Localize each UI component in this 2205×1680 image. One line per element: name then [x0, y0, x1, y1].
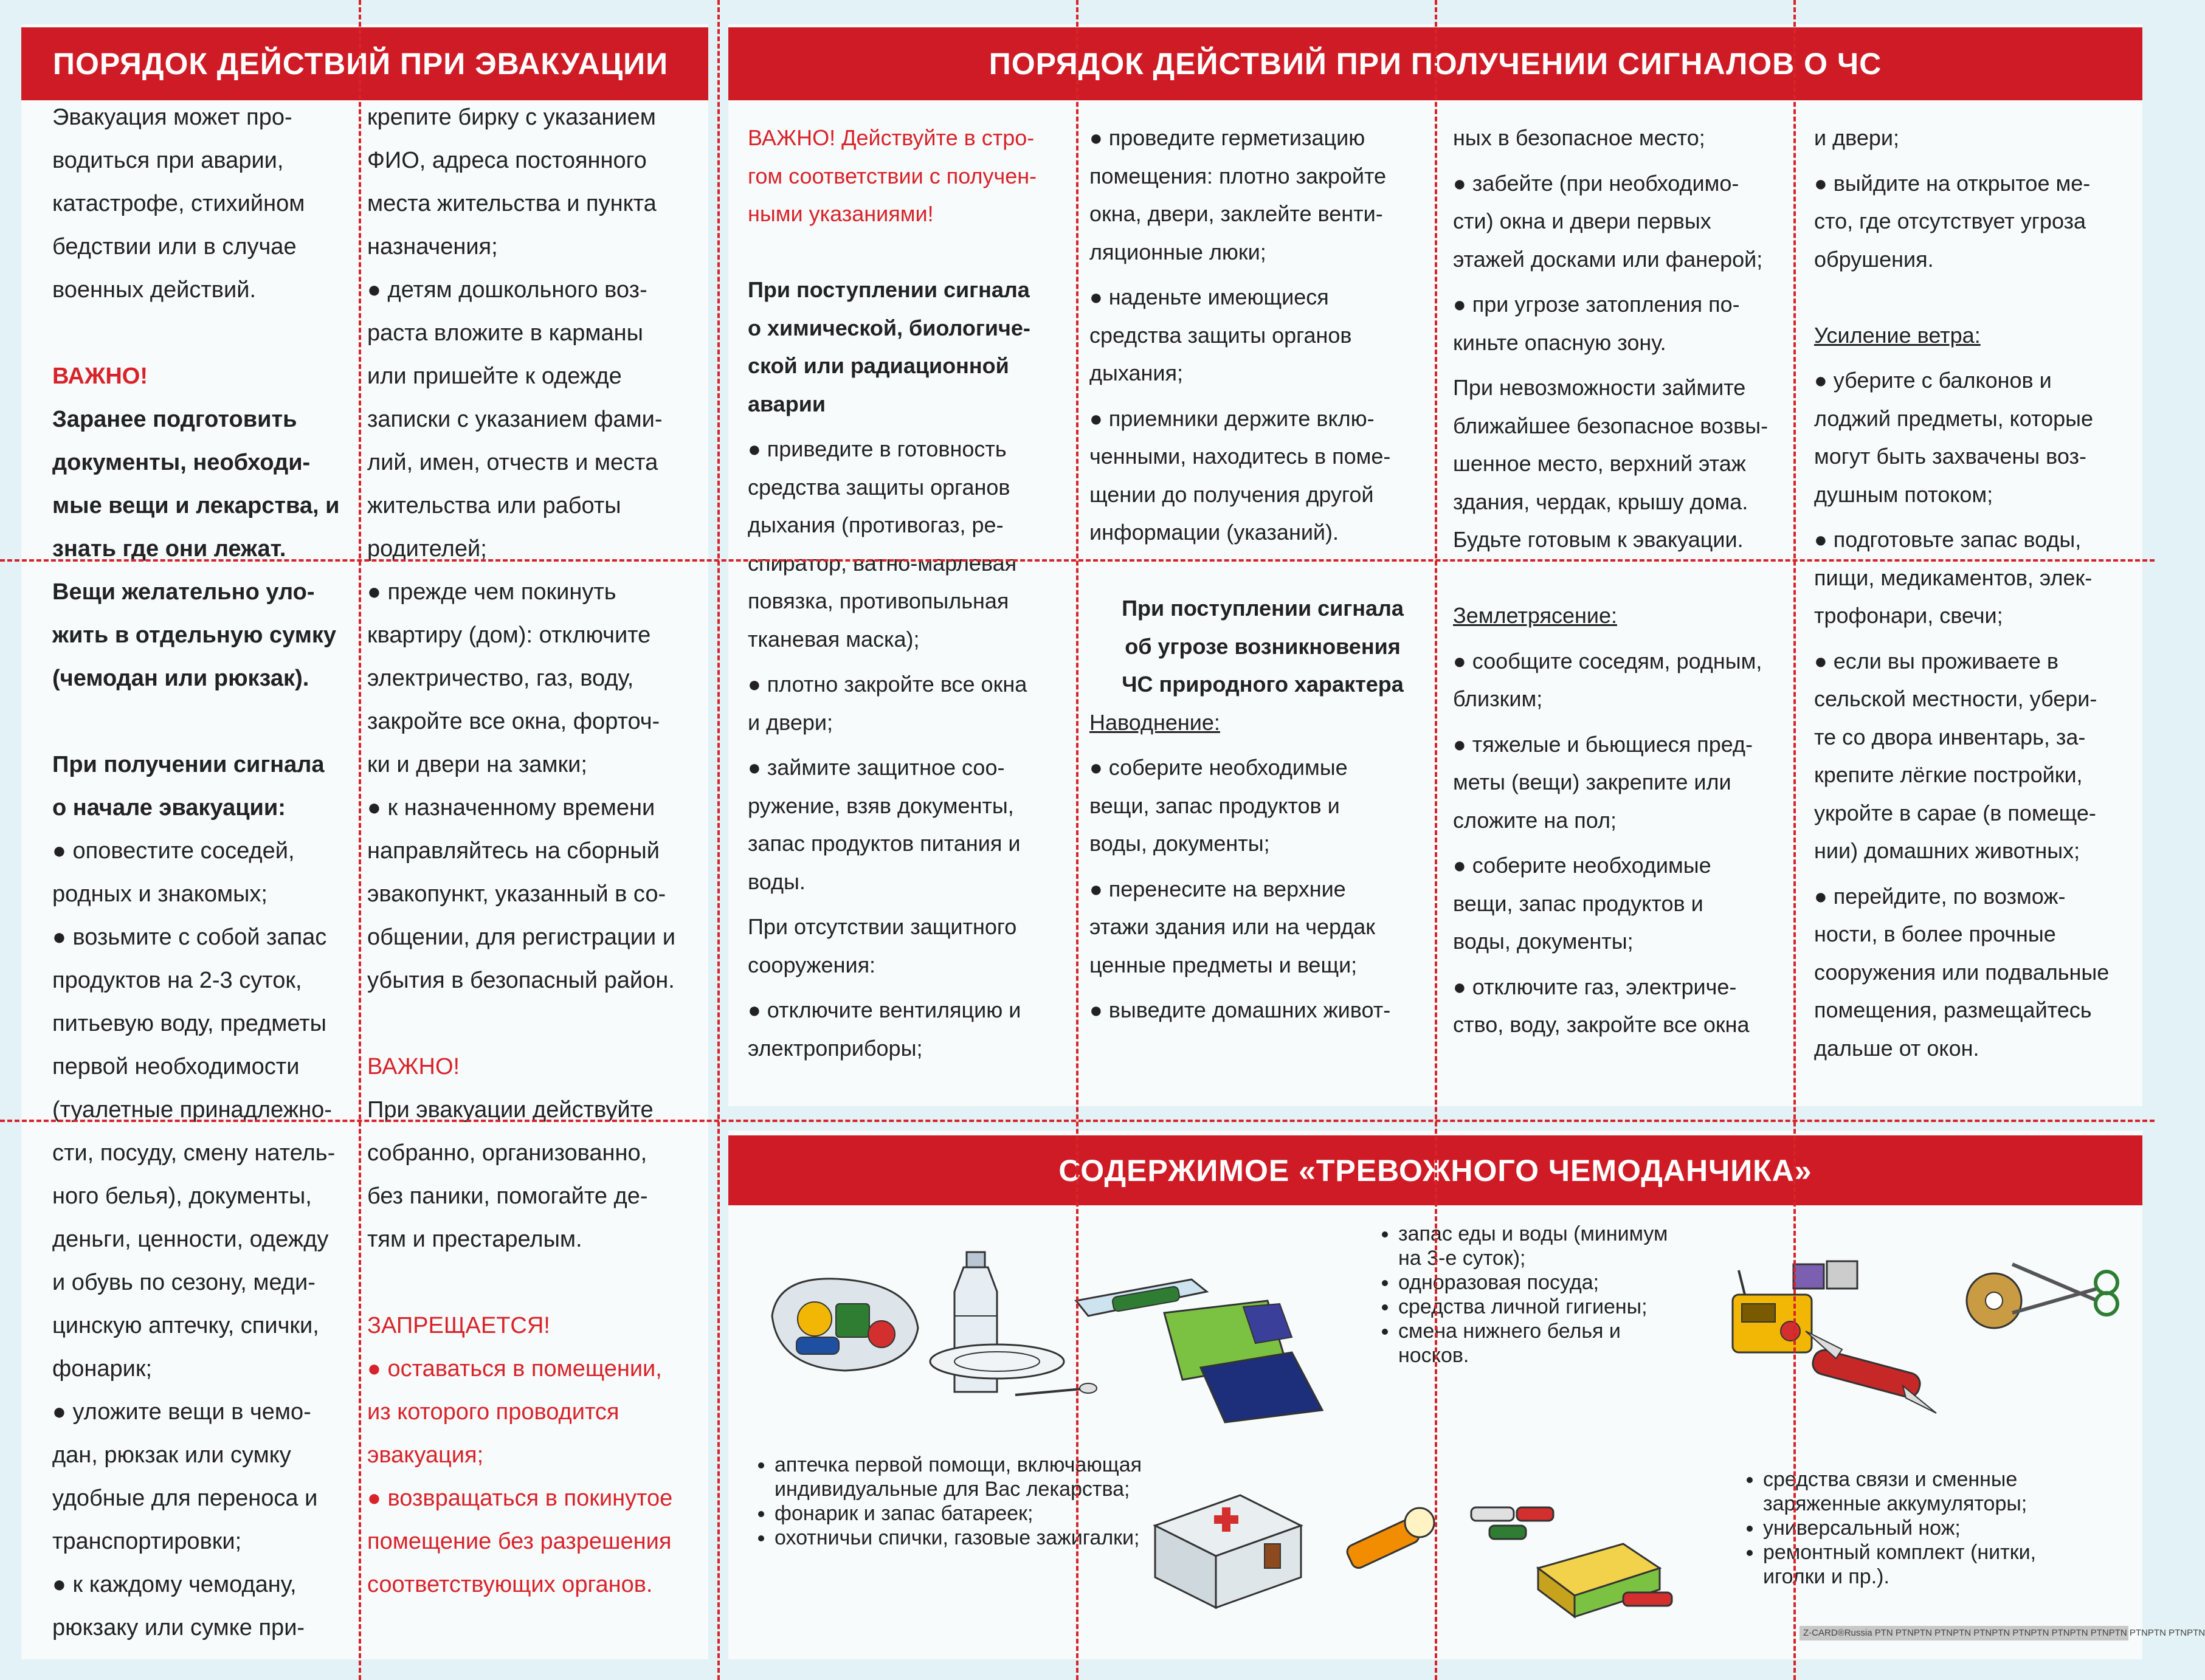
list-item: ● возьмите с собой запас — [52, 916, 362, 959]
flood-subheading: Наводнение: — [1089, 709, 1220, 735]
list-item: • аптечка первой помощи, включающая индивидуальные для Вас лекарства; — [775, 1453, 1145, 1501]
list-item: ● при угрозе затопления по- — [1453, 286, 1793, 324]
list-item: • средства личной гигиены; — [1398, 1295, 1689, 1319]
forbidden-label: ЗАПРЕЩАЕТСЯ! — [367, 1313, 550, 1338]
list-item: • ремонтный комплект (нитки, иголки и пр.). — [1763, 1540, 2103, 1589]
food-bag-icon — [760, 1261, 930, 1383]
flashlight-icon — [1334, 1501, 1444, 1580]
list-item: ● приведите в готовность — [748, 430, 1076, 469]
list-item: • одноразовая посуда; — [1398, 1270, 1689, 1295]
kit-list-bottom-left — [751, 1453, 1145, 1550]
chemical-heading: При поступлении сигнала — [748, 277, 1030, 302]
list-item: • фонарик и запас батареек; — [775, 1501, 1145, 1526]
evacuation-column-1: Эвакуация может про- водиться при аварии, катастрофе, стихийном бедствии или в случае военных действий. ВАЖНО! Заранее подготовить документы, необходи- мые вещи и лекарства, и знать где они лежат. Вещи желательно уло- жить в отдельную сумку (чемодан или рюкзак). При получении сигнала о начале эвакуации: ● оповестите соседей, родных и знакомых; ● возьмите с собой запас продуктов на 2-3 суток, питьевую воду, предметы первой необходимости (туалетные принадлежно- сти, посуду, смену натель- ного белья), документы, деньги, ценности, одежду и обувь по сезону, меди- цинскую аптечку, спички, фонарик; ● уложите вещи в чемо- дан, рюкзак или сумку удобные для переноса и транспортировки; ● к каждому чемодану, рюкзаку или сумке при- — [52, 96, 362, 1650]
list-item: ● к назначенному времени — [367, 787, 708, 830]
signals-column-3: ных в безопасное место; ● забейте (при необходимо- сти) окна и двери первых этажей досками или фанерой; ● при угрозе затопления по- киньте опасную зону. При невозможности займите ближайшее безопасное возвы- шенное место, верхний этаж здания, чердак, крышу дома. Будьте готовым к эвакуации. Землетрясение: ● сообщите соседям, родным, близким; ● тяжелые и бьющиеся пред- меты (вещи) закрепите или сложите на пол; ● соберите необходимые вещи, запас продуктов и воды, документы; ● отключите газ, электриче- ство, воду, закройте все окна — [1453, 119, 1793, 1044]
earthquake-subheading: Землетрясение: — [1453, 603, 1617, 628]
signal-heading: При получении сигнала — [52, 752, 325, 777]
kit-title: СОДЕРЖИМОЕ «ТРЕВОЖНОГО ЧЕМОДАНЧИКА» — [728, 1135, 2142, 1205]
matches-icon — [1532, 1520, 1684, 1623]
signals-column-2: ● проведите герметизацию помещения: плотно закройте окна, двери, заклейте венти- ляционные люки; ● наденьте имеющиеся средства защиты органов дыхания; ● приемники держите вклю- ченными, находитесь в поме- щении до получения другой информации (указаний). При поступлении сигнала об угрозе возникновения ЧС природного характера Наводнение: ● соберите необходимые вещи, запас продуктов и воды, документы; ● перенесите на верхние этажи здания или на чердак ценные предметы и вещи; ● выведите домашних живот- — [1089, 119, 1436, 1030]
footer-imprint: Z-CARD®Russia PTN PTNPTN PTNPTN PTNPTN PTNPTN PTNPTN PTNPTN PTNPTN PTNPTN — [1800, 1626, 2128, 1640]
list-item: • универсальный нож; — [1763, 1516, 2103, 1540]
list-item: ● соберите необходимые — [1453, 847, 1793, 885]
list-item: ● перейдите, по возмож- — [1814, 878, 2130, 916]
important-label: ВАЖНО! — [367, 1054, 460, 1079]
list-item: ● перенесите на верхние — [1089, 870, 1436, 909]
list-item: ● подготовьте запас воды, — [1814, 521, 2130, 559]
list-item: ● тяжелые и бьющиеся пред- — [1453, 726, 1793, 764]
warning-text: ВАЖНО! Действуйте в стро- — [748, 125, 1035, 150]
list-item: ● возвращаться в покинутое — [367, 1477, 708, 1520]
tableware-icon — [924, 1337, 1106, 1410]
list-item: • охотничьи спички, газовые зажигалки; — [775, 1526, 1145, 1550]
clothes-icon — [1152, 1289, 1334, 1428]
important-label: ВАЖНО! — [52, 363, 148, 389]
fold-line — [717, 0, 720, 1680]
pocket-knife-icon — [1800, 1325, 1939, 1416]
list-item: ● отключите вентиляцию и — [748, 991, 1076, 1030]
wind-subheading: Усиление ветра: — [1814, 322, 1981, 348]
list-item: ● если вы проживаете в — [1814, 642, 2130, 681]
list-item: ● приемники держите вклю- — [1089, 400, 1436, 438]
list-item: ● наденьте имеющиеся — [1089, 278, 1436, 317]
fold-line — [0, 1120, 2155, 1122]
list-item: • смена нижнего белья и носков. — [1398, 1319, 1689, 1368]
signals-title: ПОРЯДОК ДЕЙСТВИЙ ПРИ ПОЛУЧЕНИИ СИГНАЛОВ О ЧС — [728, 27, 2142, 100]
list-item: ● оставаться в помещении, — [367, 1348, 708, 1391]
list-item: ● плотно закройте все окна — [748, 666, 1076, 704]
list-item: ● выйдите на открытое ме- — [1814, 165, 2130, 203]
batteries-icon — [1790, 1252, 1863, 1295]
list-item: ● забейте (при необходимо- — [1453, 165, 1793, 203]
fold-line — [0, 559, 2155, 562]
list-item: ● уложите вещи в чемо- — [52, 1391, 362, 1434]
list-item: ● выведите домашних живот- — [1089, 991, 1436, 1030]
fold-line — [359, 0, 361, 1680]
evacuation-title: ПОРЯДОК ДЕЙСТВИЙ ПРИ ЭВАКУАЦИИ — [21, 27, 708, 100]
list-item: ● прежде чем покинуть — [367, 571, 708, 614]
fold-line — [1793, 0, 1796, 1680]
list-item: ● детям дошкольного воз- — [367, 269, 708, 312]
scissors-icon — [2006, 1252, 2128, 1325]
list-item: ● оповестите соседей, — [52, 830, 362, 873]
list-item: ● уберите с балконов и — [1814, 362, 2130, 400]
signals-column-1: ВАЖНО! Действуйте в стро- гом соответствии с получен- ными указаниями! При поступлении сигнала о химической, биологиче- ской или радиационной аварии ● приведите в готовность средства защиты органов дыхания (противогаз, ре- спиратор, ватно-марлевая повязка, противопыльная тканевая маска); ● плотно закройте все окна и двери; ● займите защитное соо- ружение, взяв документы, запас продуктов питания и воды. При отсутствии защитного сооружения: ● отключите вентиляцию и электроприборы; — [748, 119, 1076, 1067]
signals-column-4: и двери; ● выйдите на открытое ме- сто, где отсутствует угроза обрушения. Усиление ветра: ● уберите с балконов и лоджий предметы, которые могут быть захвачены воз- душным потоком; ● подготовьте запас воды, пищи, медикаментов, элек- трофонари, свечи; ● если вы проживаете в сельской местности, убери- те со двора инвентарь, за- крепите лёгкие постройки, укройте в сарае (в помеще- нии) домашних животных; ● перейдите, по возмож- ности, в более прочные сооружения или подвальные помещения, размещайтесь дальше от окон. — [1814, 119, 2130, 1067]
list-item: ● соберите необходимые — [1089, 749, 1436, 787]
list-item: • запас еды и воды (минимум на 3-е суток); — [1398, 1222, 1689, 1270]
natural-heading: При поступлении сигнала — [1122, 596, 1404, 621]
fold-line — [1435, 0, 1437, 1680]
fold-line — [1076, 0, 1078, 1680]
list-item: ● займите защитное соо- — [748, 749, 1076, 787]
list-item: ● отключите газ, электриче- — [1453, 968, 1793, 1007]
list-item: ● сообщите соседям, родным, — [1453, 642, 1793, 681]
evacuation-intro: Эвакуация может про- — [52, 105, 292, 130]
kit-list-top — [1375, 1222, 1689, 1368]
list-item: • средства связи и сменные заряженные аккумуляторы; — [1763, 1467, 2103, 1516]
evacuation-column-2: крепите бирку с указанием ФИО, адреса постоянного места жительства и пункта назначения; ● детям дошкольного воз- раста вложите в карманы или пришейте к одежде записки с указанием фами- лий, имен, отчеств и места жительства или работы родителей; ● прежде чем покинуть квартиру (дом): отключите электричество, газ, воду, закройте все окна, форточ- ки и двери на замки; ● к назначенному времени направляйтесь на сборный эвакопункт, указанный в со- общении, для регистрации и убытия в безопасный район. ВАЖНО! При эвакуации действуйте собранно, организованно, без паники, помогайте де- тям и престарелым. ЗАПРЕЩАЕТСЯ! ● оставаться в помещении, из которого проводится эвакуация; ● возвращаться в покинутое помещение без разрешения соответствующих органов. — [367, 96, 708, 1606]
list-item: ● проведите герметизацию — [1089, 119, 1436, 157]
list-item: ● к каждому чемодану, — [52, 1563, 362, 1606]
first-aid-kit-icon — [1143, 1471, 1325, 1611]
